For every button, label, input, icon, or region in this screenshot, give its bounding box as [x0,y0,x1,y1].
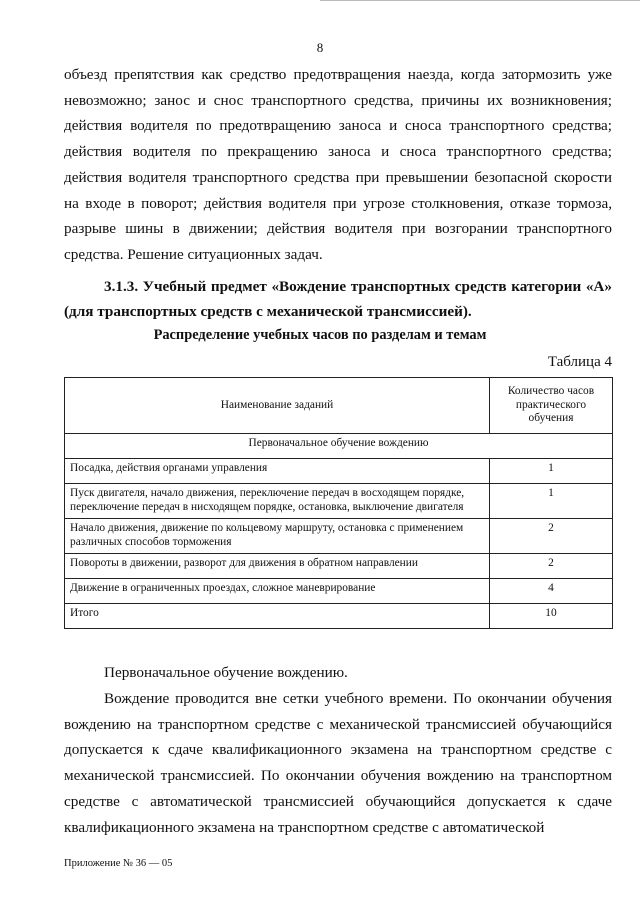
footer-note: Приложение № 36 — 05 [64,858,173,869]
page-number: 8 [316,40,324,55]
task-name: Движение в ограниченных проездах, сложное маневрирование [65,579,490,604]
paragraph-continuation: объезд препятствия как средство предотвращения наезда, когда затормозить уже невозможно; занос и снос транспортного средства, причины их возникновения; действия водителя по предотвращению заноса и сноса транспортного средства; действия водителя по прекращению заноса и сноса транспортного средства; действия водителя транспортного средства при превышении безопасной скорости на входе в поворот; действия водителя при угрозе столкновения, отказе тормоза, разрыве шины в движении; действия водителя при возгорании транспортного средства. Решение ситуационных задач. [64,66,612,263]
task-hours: 1 [490,459,613,484]
table-row [65,519,613,554]
task-hours: 2 [490,519,613,554]
table-header-row [65,378,613,434]
task-hours: 4 [490,579,613,604]
hours-table [64,377,613,629]
task-name: Повороты в движении, разворот для движения в обратном направлении [65,554,490,579]
table-total-row [65,604,613,629]
table-row [65,554,613,579]
table-label: Таблица 4 [547,354,612,370]
section-heading: 3.1.3. Учебный предмет «Вождение транспортных средств категории «А» (для транспортных средств с механической трансмиссией). [64,278,612,320]
table-row [65,459,613,484]
task-hours: 2 [490,554,613,579]
task-name: Посадка, действия органами управления [65,459,490,484]
total-hours: 10 [490,604,613,629]
task-hours: 1 [490,484,613,519]
table-title: Распределение учебных часов по разделам и темам [153,327,487,343]
task-name: Пуск двигателя, начало движения, переключение передач в восходящем порядке, переключение передач в нисходящем порядке, остановка, выключение двигателя [65,484,490,519]
column-header-hours: Количество часов практического обучения [490,378,613,434]
total-label: Итого [65,604,490,629]
scan-edge-line [320,0,640,1]
paragraph-body: Вождение проводится вне сетки учебного времени. По окончании обучения вождению на транспортном средстве с механической трансмиссией обучающийся допускается к сдаче квалификационного экзамена на транспортном средстве с механической трансмиссией. По окончании обучения вождению на транспортном средстве с автоматической трансмиссией обучающийся допускается к сдаче квалификационного экзамена на транспортном средстве с автоматической [64,690,612,836]
section-row-label: Первоначальное обучение вождению [65,434,613,459]
paragraph-subtitle: Первоначальное обучение вождению. [104,664,348,681]
task-name: Начало движения, движение по кольцевому маршруту, остановка с применением различных способов торможения [65,519,490,554]
table-row [65,484,613,519]
table-row [65,579,613,604]
table-section-row [65,434,613,459]
column-header-task: Наименование заданий [65,378,490,434]
